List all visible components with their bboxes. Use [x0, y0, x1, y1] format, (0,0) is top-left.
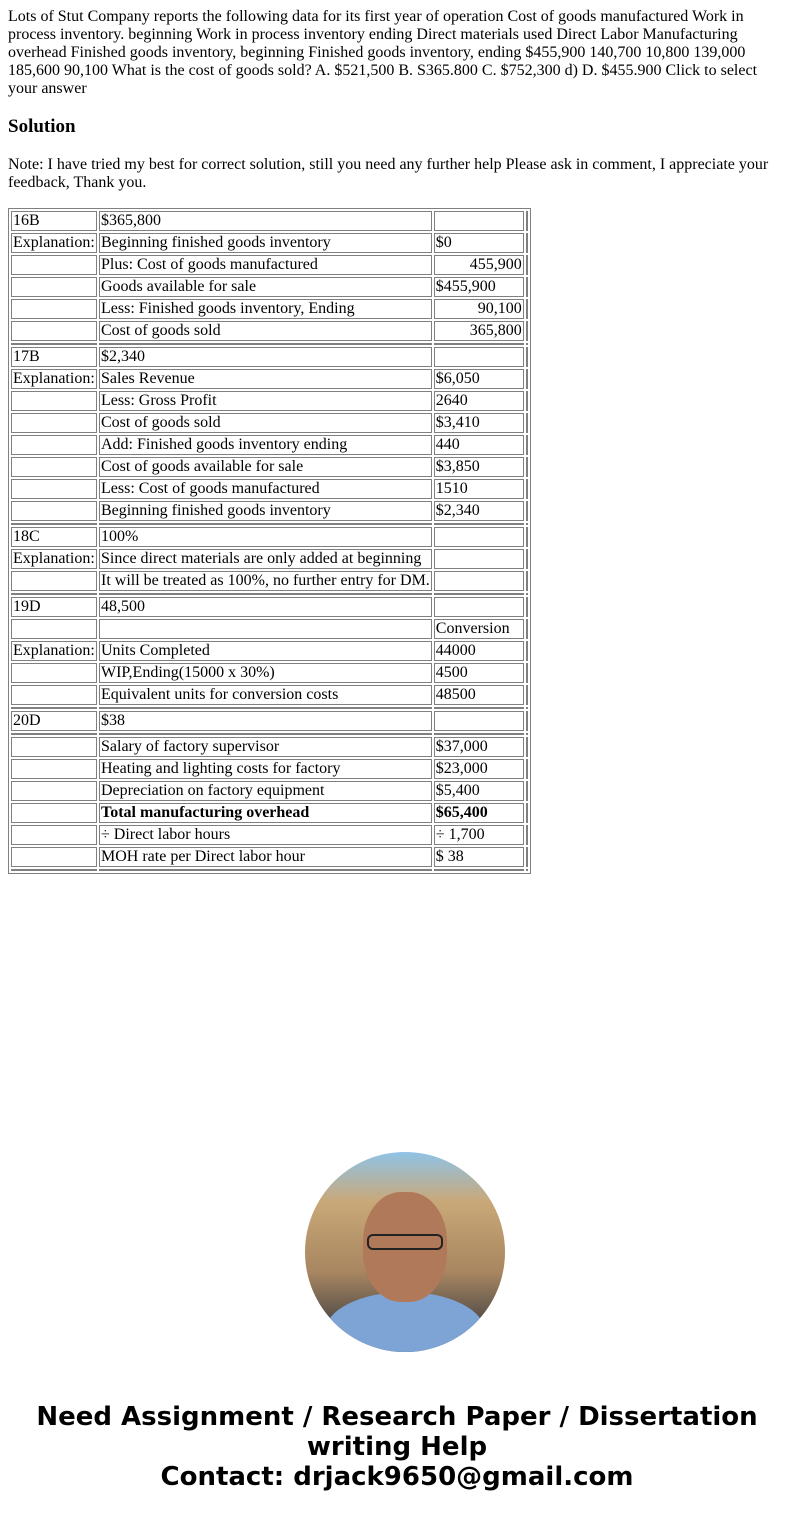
row-description: Beginning finished goods inventory — [99, 501, 432, 521]
row-label — [11, 847, 97, 867]
table-row — [11, 711, 528, 731]
table-row — [11, 641, 528, 661]
row-amount: $65,400 — [434, 803, 524, 823]
row-description: Goods available for sale — [99, 277, 432, 297]
row-label — [11, 255, 97, 275]
row-description — [99, 619, 432, 639]
row-label — [11, 299, 97, 319]
empty-cell — [526, 847, 528, 867]
empty-cell — [526, 759, 528, 779]
table-row — [11, 479, 528, 499]
author-photo — [305, 1152, 505, 1352]
row-label: 20D — [11, 711, 97, 731]
row-label — [11, 825, 97, 845]
empty-cell — [526, 479, 528, 499]
empty-cell — [526, 299, 528, 319]
row-description: Equivalent units for conversion costs — [99, 685, 432, 705]
section-separator — [11, 523, 528, 525]
row-label — [11, 479, 97, 499]
row-label — [11, 803, 97, 823]
table-row — [11, 413, 528, 433]
row-description: Since direct materials are only added at beginning — [99, 549, 432, 569]
footer-contact: Contact: drjack9650@gmail.com — [160, 1462, 634, 1492]
table-row — [11, 391, 528, 411]
row-description: Beginning finished goods inventory — [99, 233, 432, 253]
empty-cell — [526, 663, 528, 683]
empty-cell — [526, 641, 528, 661]
row-description: Less: Cost of goods manufactured — [99, 479, 432, 499]
table-row — [11, 299, 528, 319]
table-row — [11, 501, 528, 521]
row-description: MOH rate per Direct labor hour — [99, 847, 432, 867]
row-label — [11, 391, 97, 411]
empty-cell — [526, 781, 528, 801]
row-label: Explanation: — [11, 369, 97, 389]
row-description: Less: Finished goods inventory, Ending — [99, 299, 432, 319]
row-label — [11, 571, 97, 591]
row-description: Cost of goods available for sale — [99, 457, 432, 477]
row-amount: $37,000 — [434, 737, 524, 757]
empty-cell — [526, 501, 528, 521]
row-description: Sales Revenue — [99, 369, 432, 389]
row-label — [11, 321, 97, 341]
row-label — [11, 619, 97, 639]
row-amount: 48500 — [434, 685, 524, 705]
empty-cell — [526, 711, 528, 731]
row-description: Total manufacturing overhead — [99, 803, 432, 823]
table-row — [11, 571, 528, 591]
table-row — [11, 527, 528, 547]
row-label: Explanation: — [11, 549, 97, 569]
row-description: Add: Finished goods inventory ending — [99, 435, 432, 455]
row-label: Explanation: — [11, 641, 97, 661]
empty-cell — [526, 211, 528, 231]
row-amount: 1510 — [434, 479, 524, 499]
row-amount: 4500 — [434, 663, 524, 683]
row-label — [11, 457, 97, 477]
row-description: $365,800 — [99, 211, 432, 231]
row-label: 19D — [11, 597, 97, 617]
empty-cell — [526, 825, 528, 845]
empty-cell — [526, 571, 528, 591]
section-separator — [11, 593, 528, 595]
empty-cell — [526, 549, 528, 569]
row-amount: 2640 — [434, 391, 524, 411]
solution-heading: Solution — [8, 116, 76, 137]
empty-cell — [526, 233, 528, 253]
row-amount: $455,900 — [434, 277, 524, 297]
table-row — [11, 321, 528, 341]
row-amount: $ 38 — [434, 847, 524, 867]
row-description: ÷ Direct labor hours — [99, 825, 432, 845]
empty-cell — [526, 413, 528, 433]
row-amount — [434, 549, 524, 569]
empty-cell — [526, 527, 528, 547]
table-row — [11, 619, 528, 639]
row-label — [11, 277, 97, 297]
solution-note: Note: I have tried my best for correct solution, still you need any further help Please ask in comment, I appreciate your feedback, Thank you. — [8, 156, 769, 191]
empty-cell — [526, 391, 528, 411]
row-amount: $0 — [434, 233, 524, 253]
row-amount: 365,800 — [434, 321, 524, 341]
row-description: Units Completed — [99, 641, 432, 661]
row-amount: $5,400 — [434, 781, 524, 801]
table-row — [11, 759, 528, 779]
table-row — [11, 255, 528, 275]
empty-cell — [526, 737, 528, 757]
footer-help-text: Need Assignment / Research Paper / Dissertation writing Help — [36, 1402, 758, 1462]
row-amount: 90,100 — [434, 299, 524, 319]
row-amount: $23,000 — [434, 759, 524, 779]
row-amount: ÷ 1,700 — [434, 825, 524, 845]
row-amount — [434, 571, 524, 591]
table-row — [11, 825, 528, 845]
row-description: Cost of goods sold — [99, 321, 432, 341]
table-row — [11, 457, 528, 477]
row-amount — [434, 347, 524, 367]
empty-cell — [526, 685, 528, 705]
empty-cell — [526, 255, 528, 275]
empty-cell — [526, 803, 528, 823]
row-amount: $3,410 — [434, 413, 524, 433]
row-amount: $3,850 — [434, 457, 524, 477]
row-label — [11, 737, 97, 757]
empty-cell — [526, 277, 528, 297]
table-row — [11, 847, 528, 867]
row-amount — [434, 711, 524, 731]
row-amount: 455,900 — [434, 255, 524, 275]
row-amount — [434, 597, 524, 617]
section-separator — [11, 707, 528, 709]
row-description: $2,340 — [99, 347, 432, 367]
row-description: Plus: Cost of goods manufactured — [99, 255, 432, 275]
row-description: Depreciation on factory equipment — [99, 781, 432, 801]
empty-cell — [526, 435, 528, 455]
empty-cell — [526, 457, 528, 477]
row-label: Explanation: — [11, 233, 97, 253]
row-description: Heating and lighting costs for factory — [99, 759, 432, 779]
row-label — [11, 781, 97, 801]
row-label — [11, 685, 97, 705]
row-amount: 44000 — [434, 641, 524, 661]
section-separator — [11, 343, 528, 345]
table-row — [11, 277, 528, 297]
row-amount: $6,050 — [434, 369, 524, 389]
footer-ad — [8, 1402, 786, 1492]
empty-cell — [526, 619, 528, 639]
row-label — [11, 413, 97, 433]
section-separator — [11, 869, 528, 871]
table-row — [11, 737, 528, 757]
row-label: 17B — [11, 347, 97, 367]
empty-cell — [526, 597, 528, 617]
table-row — [11, 369, 528, 389]
question-text: Lots of Stut Company reports the following data for its first year of operation Cost of goods manufactured Work in process inventory. beginning Work in process inventory ending Direct materials used Direct Labor Manufacturing overhead Finished goods inventory, beginning Finished goods inventory, ending $455,900 140,700 10,800 139,000 185,600 90,100 What is the cost of goods sold? A. $521,500 B. S365.800 C. $752,300 d) D. $455.900 Click to select your answer — [8, 8, 758, 97]
row-label: 16B — [11, 211, 97, 231]
row-label: 18C — [11, 527, 97, 547]
row-amount — [434, 527, 524, 547]
table-row — [11, 549, 528, 569]
empty-cell — [526, 369, 528, 389]
row-amount: Conversion — [434, 619, 524, 639]
solution-table — [8, 208, 531, 874]
table-row — [11, 781, 528, 801]
table-row — [11, 211, 528, 231]
row-label — [11, 501, 97, 521]
table-row — [11, 347, 528, 367]
table-row — [11, 803, 528, 823]
empty-cell — [526, 347, 528, 367]
row-label — [11, 759, 97, 779]
row-description: Cost of goods sold — [99, 413, 432, 433]
row-description: 48,500 — [99, 597, 432, 617]
row-label — [11, 435, 97, 455]
row-description: WIP,Ending(15000 x 30%) — [99, 663, 432, 683]
row-amount — [434, 211, 524, 231]
row-description: 100% — [99, 527, 432, 547]
row-label — [11, 663, 97, 683]
row-description: $38 — [99, 711, 432, 731]
table-row — [11, 663, 528, 683]
row-amount: $2,340 — [434, 501, 524, 521]
row-description: Salary of factory supervisor — [99, 737, 432, 757]
table-row — [11, 685, 528, 705]
empty-cell — [526, 321, 528, 341]
table-row — [11, 435, 528, 455]
table-row — [11, 597, 528, 617]
section-separator — [11, 733, 528, 735]
row-amount: 440 — [434, 435, 524, 455]
row-description: It will be treated as 100%, no further entry for DM. — [101, 572, 430, 589]
row-description: Less: Gross Profit — [99, 391, 432, 411]
table-row — [11, 233, 528, 253]
